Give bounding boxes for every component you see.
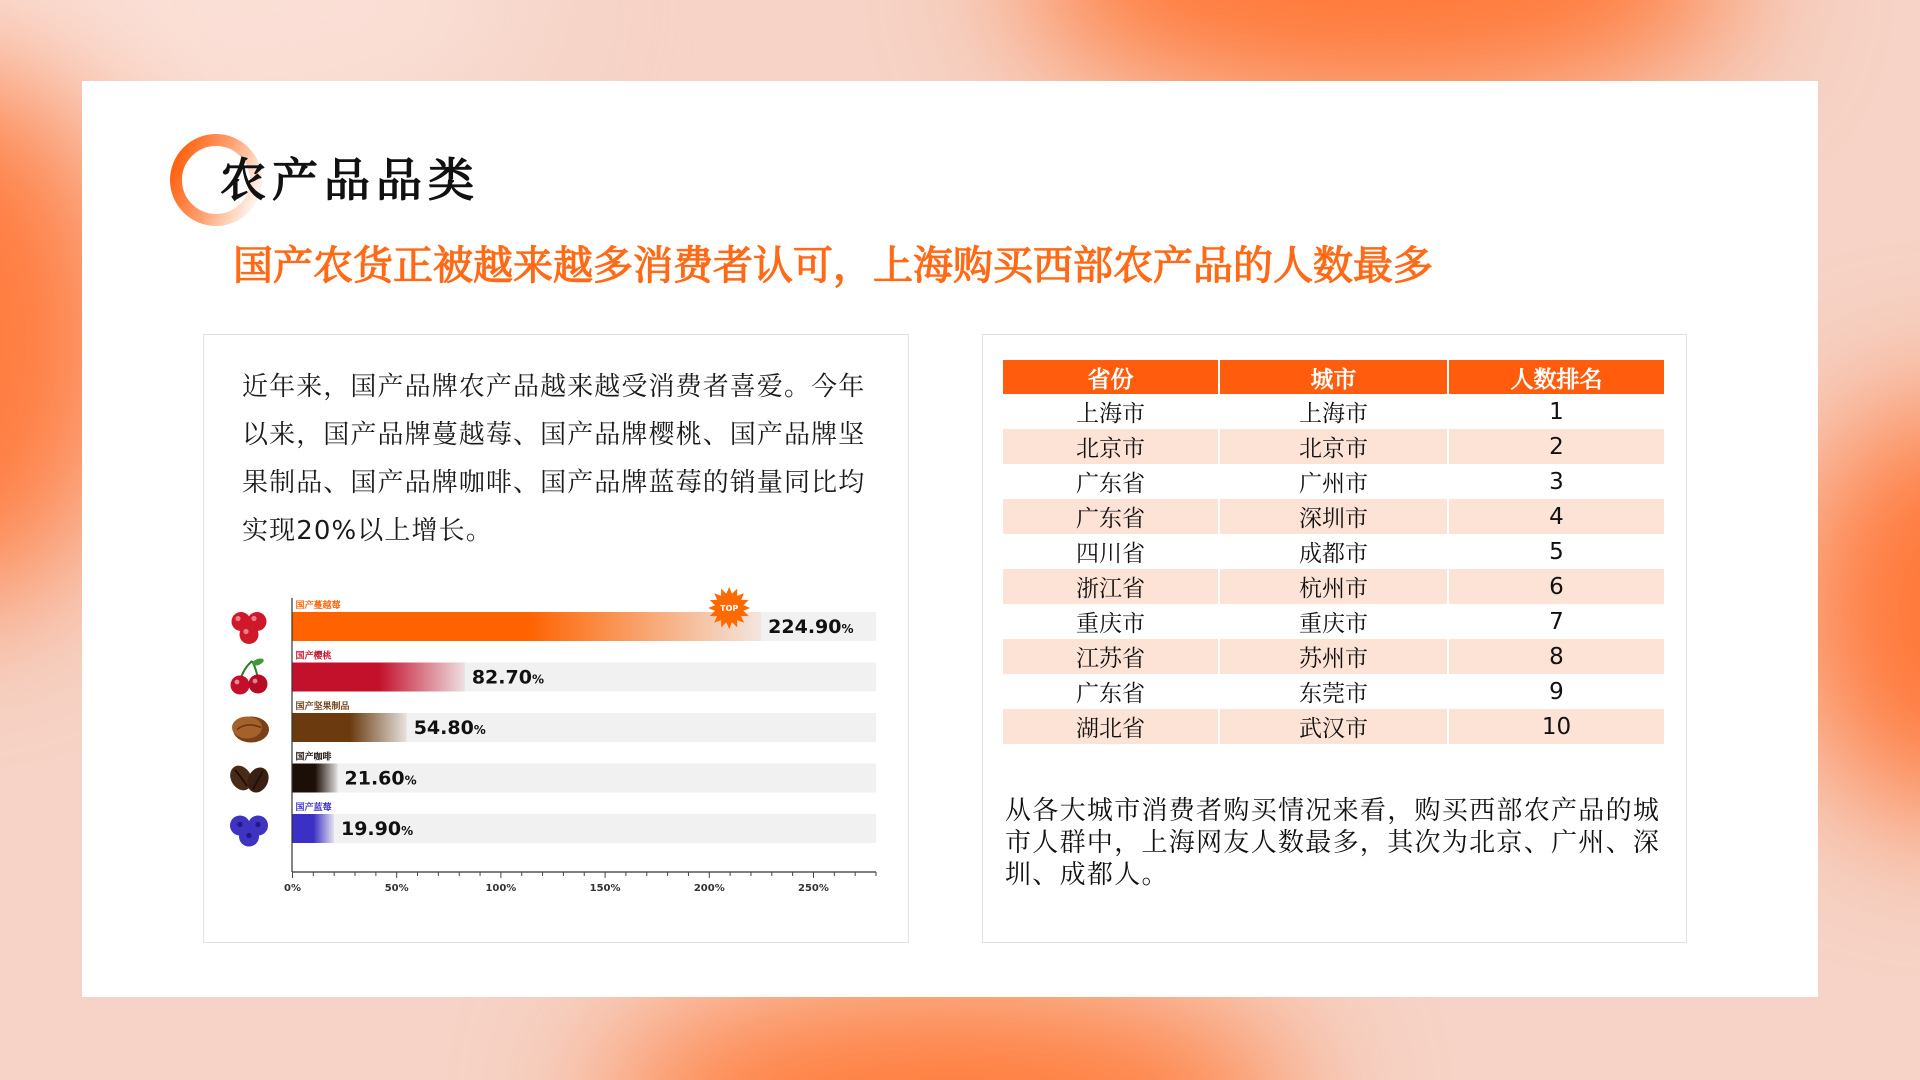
blueberry-icon — [230, 816, 268, 847]
rank-cell: 5 — [1549, 538, 1564, 565]
top-badge-label: TOP — [719, 604, 738, 613]
cranberry-icon — [231, 612, 266, 644]
city-cell: 上海市 — [1219, 394, 1448, 429]
berry-highlight — [234, 680, 239, 685]
rank-cell: 1 — [1549, 398, 1564, 425]
category-label: 国产蓝莓 — [295, 803, 332, 813]
city-cell: 苏州市 — [1219, 639, 1448, 674]
province-cell: 重庆市 — [1003, 604, 1219, 639]
city-cell: 杭州市 — [1219, 569, 1448, 604]
berry-highlight — [235, 616, 240, 621]
city-ranking-panel — [982, 334, 1687, 943]
province-cell: 湖北省 — [1003, 709, 1219, 744]
city-cell: 重庆市 — [1219, 604, 1448, 639]
value-unit: % — [404, 773, 417, 788]
city-cell: 成都市 — [1219, 534, 1448, 569]
berry-highlight — [252, 679, 257, 684]
nut-icon — [232, 717, 269, 743]
city-cell: 东莞市 — [1219, 674, 1448, 709]
ranking-summary: 从各大城市消费者购买情况来看，购买西部农产品的城市人群中，上海网友人数最多，其次为北京、广州、深圳、成都人。 — [1005, 796, 1661, 890]
x-tick-label: 150% — [589, 883, 621, 894]
bar — [292, 663, 464, 692]
page-subtitle: 国产农货正被越来越多消费者认可，上海购买西部农产品的人数最多 — [233, 243, 1433, 289]
x-tick-label: 200% — [693, 883, 725, 894]
bar — [292, 764, 337, 793]
bar — [292, 713, 406, 742]
x-tick-label: 0% — [283, 883, 301, 894]
table-row — [1003, 639, 1664, 674]
x-tick-label: 100% — [484, 883, 516, 894]
table-body — [1003, 394, 1664, 744]
table-row — [1003, 569, 1664, 604]
berry — [230, 676, 249, 695]
value-number: 19.90 — [340, 818, 401, 840]
header-province: 省份 — [1003, 360, 1219, 394]
rank-cell: 9 — [1549, 678, 1564, 705]
city-cell: 武汉市 — [1219, 709, 1448, 744]
sales-growth-panel — [203, 334, 909, 943]
value-number: 21.60 — [344, 767, 405, 790]
table-row — [1003, 604, 1664, 639]
nut-shell — [232, 717, 262, 739]
province-cell: 广东省 — [1003, 674, 1219, 709]
value-number: 224.90 — [767, 616, 842, 638]
berry-highlight — [243, 629, 248, 634]
rank-cell: 2 — [1448, 429, 1664, 464]
table-row — [1003, 534, 1664, 569]
berry-crown — [246, 833, 251, 838]
x-tick-label: 250% — [797, 883, 829, 894]
value-number: 82.70 — [471, 666, 532, 689]
city-cell: 深圳市 — [1219, 499, 1448, 534]
page-title: 农产品品类 — [220, 153, 480, 207]
header-rank: 人数排名 — [1448, 360, 1664, 394]
rank-cell: 7 — [1549, 608, 1564, 635]
berry-crown — [255, 822, 260, 827]
table-row — [1003, 429, 1664, 464]
table-row — [1003, 394, 1664, 429]
province-cell: 广东省 — [1003, 464, 1219, 499]
rank-cell: 6 — [1448, 569, 1664, 604]
value-unit: % — [400, 824, 413, 838]
province-cell: 上海市 — [1003, 394, 1219, 429]
value-label — [768, 616, 853, 638]
city-cell: 北京市 — [1219, 429, 1448, 464]
header-city: 城市 — [1219, 360, 1448, 394]
cherry-icon — [230, 657, 267, 694]
province-cell: 江苏省 — [1003, 639, 1219, 674]
bar — [292, 814, 333, 843]
table-row — [1003, 464, 1664, 499]
value-unit: % — [841, 622, 854, 636]
berry — [239, 625, 258, 644]
value-unit: % — [473, 723, 486, 737]
rank-cell: 10 — [1448, 709, 1664, 744]
berry-highlight — [251, 616, 256, 621]
x-tick-label: 50% — [384, 883, 409, 894]
province-cell: 浙江省 — [1003, 569, 1219, 604]
rank-cell: 4 — [1448, 499, 1664, 534]
growth-bar-chart — [203, 580, 909, 910]
berry-crown — [237, 822, 242, 827]
table-row — [1003, 499, 1664, 534]
province-cell: 北京市 — [1003, 429, 1219, 464]
city-ranking-table — [1003, 360, 1664, 744]
rank-cell: 3 — [1549, 468, 1564, 495]
value-number: 54.80 — [413, 717, 474, 739]
category-label: 国产蔓越莓 — [295, 601, 341, 611]
category-label: 国产樱桃 — [295, 651, 332, 662]
city-cell: 广州市 — [1219, 464, 1448, 499]
coffee-bean-icon — [225, 762, 272, 796]
slide-card — [82, 81, 1818, 997]
background-glow — [600, 985, 1300, 1080]
province-cell: 广东省 — [1003, 499, 1219, 534]
rank-cell: 8 — [1448, 639, 1664, 674]
berry — [248, 675, 267, 694]
table-row — [1003, 674, 1664, 709]
bar — [292, 612, 761, 641]
table-header-row — [1003, 360, 1664, 394]
table-row — [1003, 709, 1664, 744]
growth-description: 近年来，国产品牌农产品越来越受消费者喜爱。今年以来，国产品牌蔓越莓、国产品牌樱桃、国产品牌坚果制品、国产品牌咖啡、国产品牌蓝莓的销量同比均实现20%以上增长。 — [242, 372, 866, 546]
category-label: 国产坚果制品 — [295, 702, 350, 712]
value-unit: % — [531, 672, 544, 687]
province-cell: 四川省 — [1003, 534, 1219, 569]
category-label: 国产咖啡 — [295, 752, 332, 763]
